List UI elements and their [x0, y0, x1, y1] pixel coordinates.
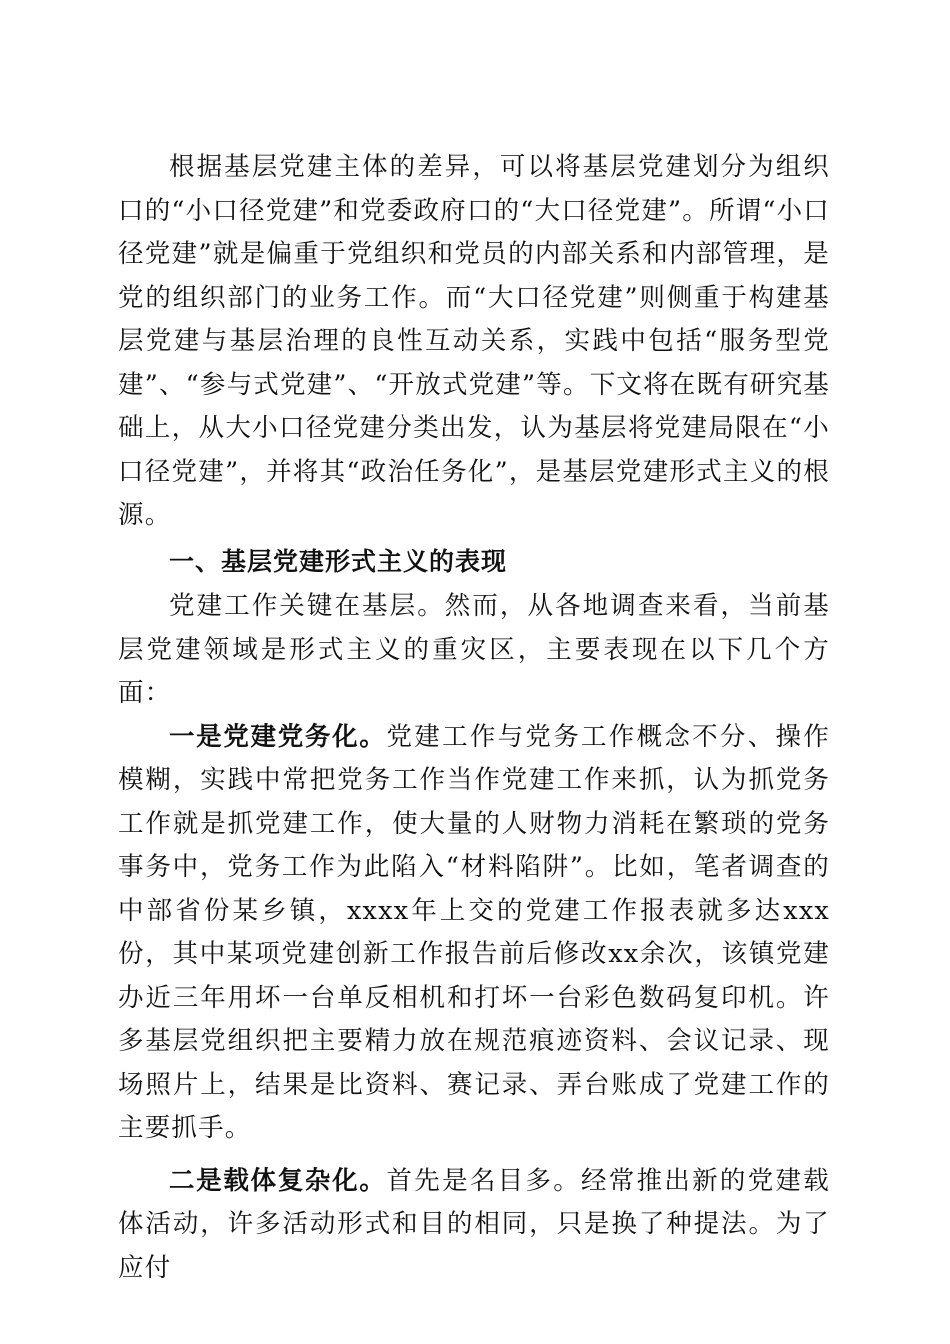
point-two-lead: 二是载体复杂化。 — [169, 1165, 387, 1196]
point-one-lead: 一是党建党务化。 — [169, 721, 387, 752]
point-one-paragraph — [118, 716, 830, 1151]
intro-paragraph: 根据基层党建主体的差异，可以将基层党建划分为组织口的“小口径党建”和党委政府口的“大口径党建”。所谓“小口径党建”就是偏重于党组织和党员的内部关系和内部管理，是党的组织部门的业务工作。而“大口径党建”则侧重于构建基层党建与基层治理的良性互动关系，实践中包括“服务型党建”、“参与式党建”、“开放式党建”等。下文将在既有研究基础上，从大小口径党建分类出发，认为基层将党建局限在“小口径党建”，并将其“政治任务化”，是基层党建形式主义的根源。 — [118, 152, 830, 530]
section-heading: 一、基层党建形式主义的表现 — [169, 546, 508, 576]
point-two-body: 首先是名目多。经常推出新的党建载体活动，许多活动形式和目的相同，只是换了种提法。为了应付 — [118, 1165, 830, 1283]
document-body — [118, 146, 830, 1290]
point-one-body: 党建工作与党务工作概念不分、操作模糊，实践中常把党务工作当作党建工作来抓，认为抓党务工作就是抓党建工作，使大量的人财物力消耗在繁琐的党务事务中，党务工作为此陷入“材料陷阱”。比如，笔者调查的中部省份某乡镇，xxxx年上交的党建工作报表就多达xxx份，其中某项党建创新工作报告前后修改xx余次，该镇党建办近三年用坏一台单反相机和打坏一台彩色数码复印机。许多基层党组织把主要精力放在规范痕迹资料、会议记录、现场照片上，结果是比资料、赛记录、弄台账成了党建工作的主要抓手。 — [118, 721, 830, 1143]
point-two-paragraph — [118, 1160, 830, 1291]
section-intro-paragraph: 党建工作关键在基层。然而，从各地调查来看，当前基层党建领域是形式主义的重灾区，主要表现在以下几个方面： — [118, 591, 830, 708]
